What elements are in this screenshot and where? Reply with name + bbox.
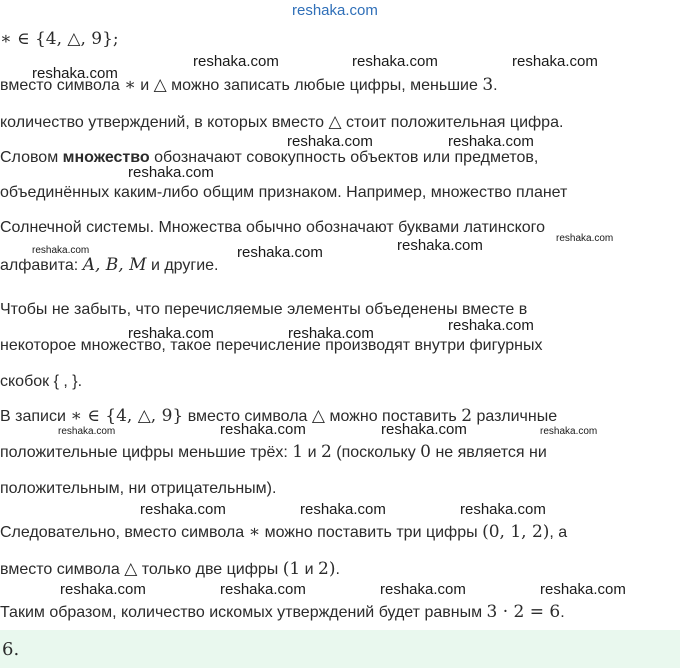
watermark: reshaka.com [300, 501, 386, 518]
text-fragment: положительные цифры меньшие трёх: [0, 444, 288, 461]
text-line [0, 522, 567, 543]
watermark: reshaka.com [60, 581, 146, 598]
text-fragment: . [493, 77, 498, 94]
text-line [0, 29, 119, 50]
watermark: reshaka.com [140, 501, 226, 518]
text-fragment: не является ни [435, 444, 547, 461]
triangle-symbol: △ [311, 406, 325, 426]
watermark: reshaka.com [540, 426, 598, 437]
set-expression: ∗ ∈ {4, △, 9}; [0, 29, 119, 49]
text-line [0, 559, 340, 580]
watermark: reshaka.com [381, 421, 467, 438]
text-fragment: количество утверждений, в которых вместо [0, 114, 325, 131]
watermark: reshaka.com [220, 581, 306, 598]
text-line: некоторое множество, такое перечисление производят внутри фигурных [0, 337, 543, 354]
text-fragment: можно поставить три цифры [264, 524, 478, 541]
text-fragment: и [140, 77, 150, 94]
watermark: reshaka.com [512, 53, 598, 70]
text-fragment: В записи [0, 408, 66, 425]
text-fragment: и [304, 561, 314, 578]
text-fragment: , а [549, 524, 568, 541]
text-line [0, 602, 565, 623]
watermark: reshaka.com [448, 317, 534, 334]
text-fragment: обозначают совокупность объектов или предметов, [154, 149, 539, 166]
text-line [0, 255, 219, 276]
digit-tuple: (0, 1, 2) [482, 522, 550, 542]
text-fragment: вместо символа [0, 77, 120, 94]
text-line: Чтобы не забыть, что перечисляемые элементы объеденены вместе в [0, 301, 528, 318]
watermark: reshaka.com [352, 53, 438, 70]
math-number: 2) [318, 559, 336, 579]
text-fragment: (поскольку [336, 444, 416, 461]
set-letters: A, B, M [82, 255, 147, 275]
watermark: reshaka.com [556, 233, 614, 244]
answer-box [0, 630, 680, 668]
watermark: reshaka.com [287, 133, 373, 150]
text-fragment: Следовательно, вместо символа [0, 524, 245, 541]
text-fragment: и другие. [150, 257, 219, 274]
watermark: reshaka.com [460, 501, 546, 518]
watermark: reshaka.com [193, 53, 279, 70]
text-line: положительным, ни отрицательным). [0, 480, 277, 497]
term-bold: множество [62, 149, 150, 166]
watermark: reshaka.com [540, 581, 626, 598]
text-fragment: вместо символа [187, 408, 308, 425]
text-line: Солнечной системы. Множества обычно обозначают буквами латинского [0, 219, 546, 236]
text-fragment: . [560, 604, 565, 621]
text-fragment: различные [476, 408, 558, 425]
text-fragment: можно поставить [329, 408, 457, 425]
text-fragment: Таким образом, количество искомых утверждений будет равным [0, 604, 483, 621]
text-fragment: Словом [0, 149, 59, 166]
text-line: объединённых каким-либо общим признаком. Например, множество планет [0, 184, 568, 201]
text-fragment: вместо символа [0, 561, 120, 578]
watermark: reshaka.com [220, 421, 306, 438]
set-expression: ∗ ∈ {4, △, 9} [70, 406, 184, 426]
text-fragment: стоит положительная цифра. [346, 114, 564, 131]
product-equation: 3 · 2 = 6 [486, 602, 561, 622]
text-fragment: и [307, 444, 317, 461]
asterisk-symbol: ∗ [248, 522, 261, 542]
watermark: reshaka.com [237, 244, 323, 261]
watermark: reshaka.com [32, 65, 118, 82]
math-number: 2 [461, 406, 473, 426]
text-fragment: можно записать любые цифры, меньшие [171, 77, 478, 94]
math-number: 2 [320, 442, 332, 462]
watermark: reshaka.com [288, 325, 374, 342]
math-number: 0 [420, 442, 431, 462]
watermark: reshaka.com [128, 164, 214, 181]
triangle-symbol: △ [153, 75, 167, 95]
text-fragment: . [335, 561, 340, 578]
text-fragment: только две цифры [141, 561, 279, 578]
triangle-symbol: △ [328, 112, 342, 132]
math-number: 3 [482, 75, 494, 95]
text-line [0, 442, 547, 463]
asterisk-symbol: ∗ [124, 75, 136, 95]
watermark: reshaka.com [397, 237, 483, 254]
math-number: (1 [282, 559, 301, 579]
watermark: reshaka.com [58, 426, 116, 437]
text-fragment: алфавита: [0, 257, 79, 274]
site-url-link[interactable]: reshaka.com [292, 2, 378, 19]
answer-value: 6. [2, 639, 20, 660]
watermark: reshaka.com [128, 325, 214, 342]
watermark: reshaka.com [448, 133, 534, 150]
text-line [0, 148, 538, 168]
math-number: 1 [292, 442, 304, 462]
watermark: reshaka.com [380, 581, 466, 598]
text-line [0, 112, 563, 133]
triangle-symbol: △ [124, 559, 138, 579]
text-line: скобок { , }. [0, 373, 83, 390]
watermark: reshaka.com [32, 245, 90, 256]
